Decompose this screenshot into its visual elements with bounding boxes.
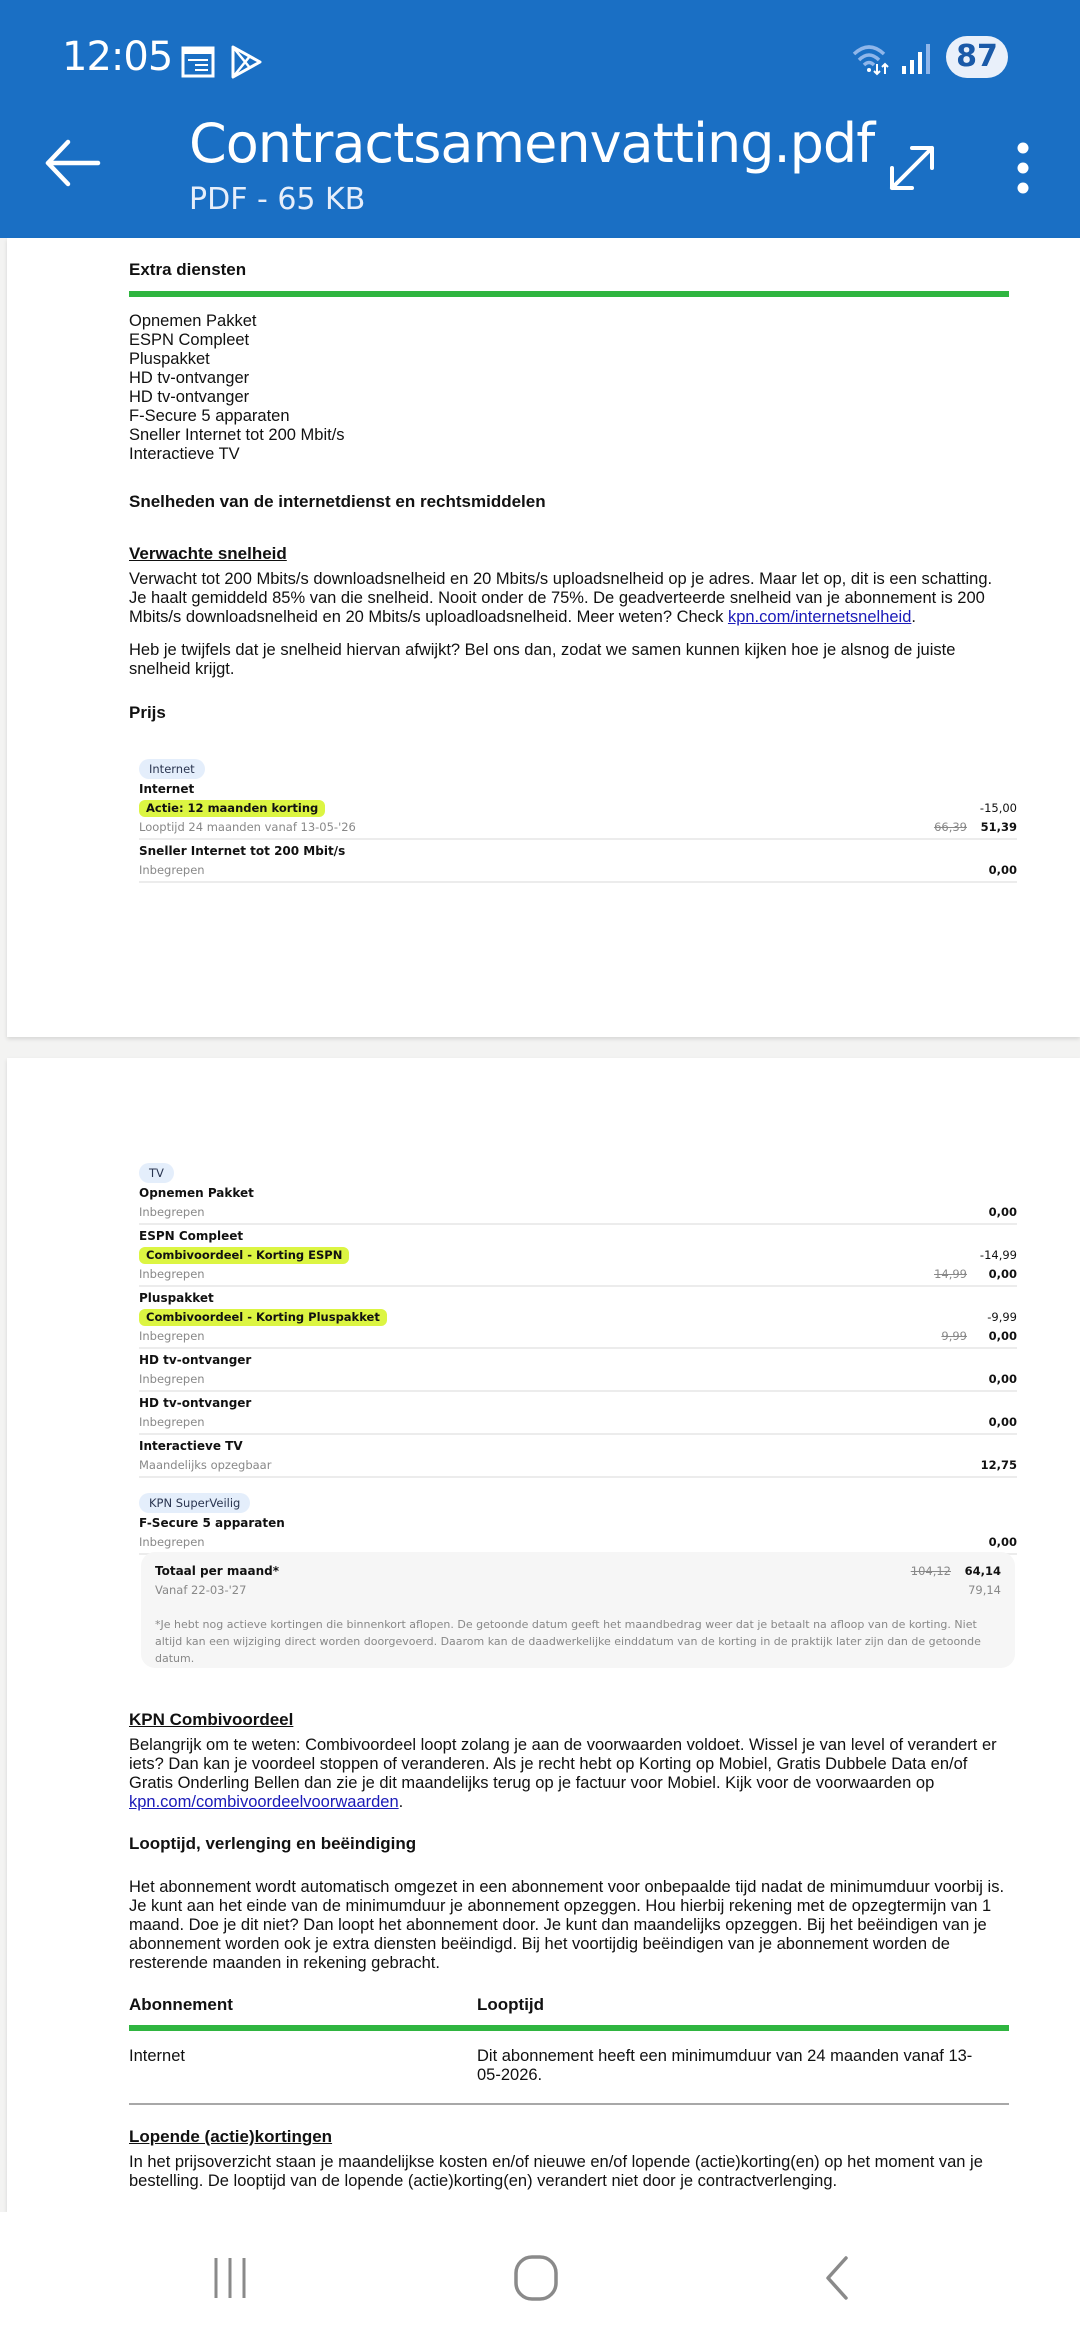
verwachte-snelheid-text	[129, 570, 1009, 627]
item-name: Opnemen Pakket	[139, 1186, 254, 1200]
row-divider	[139, 1285, 1017, 1287]
price: 0,00	[988, 863, 1017, 877]
item-name: HD tv-ontvanger	[139, 1353, 252, 1367]
internet-name: Internet	[139, 782, 195, 796]
promo-badge: Actie: 12 maanden korting	[139, 800, 325, 817]
calendar-icon	[180, 44, 216, 78]
sub-text: Inbegrepen	[139, 863, 205, 877]
list-item: Sneller Internet tot 200 Mbit/s	[129, 426, 345, 444]
recent-apps-icon[interactable]	[212, 2256, 252, 2300]
lopende-text: In het prijsoverzicht staan je maandelijkse kosten en/of nieuwe en/of lopende (actie)korting(en) op het moment van je bestelling. De looptijd van de lopende (actie)korting(en) verandert niet door je contractverlenging.	[129, 2153, 983, 2190]
price: 0,00	[988, 1205, 1017, 1219]
green-divider	[129, 291, 1009, 297]
price: 0,00	[988, 1415, 1017, 1429]
row-divider	[139, 1433, 1017, 1435]
price-row	[139, 1203, 1017, 1222]
pdf-page-2[interactable]	[7, 1058, 1080, 2212]
list-item: HD tv-ontvanger	[129, 388, 250, 406]
navigation-bar	[0, 2212, 1080, 2340]
abonnement-table	[129, 1995, 1009, 2105]
price-row	[139, 1456, 1017, 1475]
total-row	[155, 1562, 1001, 1581]
price: 51,39	[980, 820, 1017, 834]
app-bar	[0, 0, 1080, 238]
sub-text: Inbegrepen	[139, 1535, 205, 1549]
item-name: Pluspakket	[139, 1291, 214, 1305]
promo-amount: -14,99	[979, 1248, 1017, 1262]
play-store-icon	[228, 44, 264, 80]
term-text: Looptijd 24 maanden vanaf 13-05-'26	[139, 820, 356, 834]
promo-badge: Combivoordeel - Korting ESPN	[139, 1247, 349, 1264]
combivoordeel-text	[129, 1736, 1009, 1812]
sub-text: Inbegrepen	[139, 1372, 205, 1386]
combivoordeel-heading: KPN Combivoordeel	[129, 1710, 294, 1729]
back-icon[interactable]	[822, 2256, 852, 2300]
period: .	[911, 608, 916, 626]
sub-text: Inbegrepen	[139, 1415, 205, 1429]
price-row	[139, 1413, 1017, 1432]
internet-promo-row	[139, 799, 1017, 818]
combivoordeel-section	[129, 1710, 1009, 2191]
promo-amount: -15,00	[979, 801, 1017, 815]
tv-price-block	[139, 1162, 1017, 1557]
document-subtitle: PDF - 65 KB	[189, 182, 366, 217]
internetsnelheid-link[interactable]: kpn.com/internetsnelheid	[727, 608, 912, 626]
row-divider	[139, 1476, 1017, 1478]
promo-amount: -9,99	[987, 1310, 1017, 1324]
price-row	[139, 1370, 1017, 1389]
item-name: HD tv-ontvanger	[139, 1396, 252, 1410]
table-header	[129, 1995, 1009, 2015]
signal-icon	[900, 42, 934, 76]
row-divider	[129, 2103, 1009, 2105]
more-vert-icon[interactable]	[1008, 140, 1038, 196]
sub-text: Maandelijks opzegbaar	[139, 1458, 272, 1472]
price-row	[139, 1265, 1017, 1284]
verwachte-snelheid-heading: Verwachte snelheid	[129, 544, 287, 563]
extra-diensten-heading: Extra diensten	[129, 260, 247, 279]
price: 12,75	[980, 1458, 1017, 1472]
row-divider	[139, 1390, 1017, 1392]
row-divider	[139, 838, 1017, 840]
column-header: Looptijd	[477, 1995, 545, 2014]
snelheden-section	[129, 492, 1009, 723]
sub-text: Inbegrepen	[139, 1205, 205, 1219]
promo-row	[139, 1246, 1017, 1265]
price: 0,00	[988, 1267, 1017, 1281]
expand-icon[interactable]	[884, 140, 940, 196]
list-item: Pluspakket	[129, 350, 210, 368]
extra-diensten-section	[129, 260, 1009, 464]
list-item: Interactieve TV	[129, 445, 240, 463]
home-icon[interactable]	[512, 2254, 560, 2302]
item-name: ESPN Compleet	[139, 1229, 244, 1243]
table-row	[129, 2047, 1009, 2103]
price: 0,00	[988, 1329, 1017, 1343]
tv-chip: TV	[139, 1163, 174, 1183]
lopende-heading: Lopende (actie)kortingen	[129, 2127, 333, 2146]
internet-term-row	[139, 818, 1017, 837]
row-divider	[139, 1223, 1017, 1225]
snelheden-heading: Snelheden van de internetdienst en rechtsmiddelen	[129, 492, 546, 511]
looptijd-heading: Looptijd, verlenging en beëindiging	[129, 1834, 417, 1853]
sneller-internet-name: Sneller Internet tot 200 Mbit/s	[139, 844, 346, 858]
old-price: 9,99	[941, 1329, 967, 1343]
item-name: Interactieve TV	[139, 1439, 243, 1453]
row-divider	[139, 1347, 1017, 1349]
internet-chip: Internet	[139, 759, 205, 779]
pdf-page-1[interactable]	[7, 238, 1080, 1037]
price: 0,00	[988, 1372, 1017, 1386]
row-divider	[139, 881, 1017, 883]
list-item: HD tv-ontvanger	[129, 369, 250, 387]
promo-badge: Combivoordeel - Korting Pluspakket	[139, 1309, 387, 1326]
wifi-icon	[852, 42, 892, 76]
total-footnote: *Je hebt nog actieve kortingen die binnenkort aflopen. De getoonde datum geeft het maandbedrag weer dat je betaalt na afloop van de korting. Niet altijd kan een wijziging direct worden doorgevoerd. Daarom kan de daadwerkelijke einddatum van de korting in de praktijk later zijn dan de getoonde datum.	[155, 1618, 981, 1665]
sub-text: Inbegrepen	[139, 1267, 205, 1281]
old-price: 66,39	[934, 820, 967, 834]
document-title: Contractsamenvatting.pdf	[189, 112, 875, 175]
price-row	[139, 1327, 1017, 1346]
looptijd-text: Het abonnement wordt automatisch omgezet in een abonnement voor onbepaalde tijd nadat de minimumduur voorbij is. Je kunt aan het einde van de minimumduur je abonnement opzeggen. Hou hierbij rekening met de opzegtermijn van 1 maand. Doe je dit niet? Dan loopt het abonnement door. Je kunt dan maandelijks opzeggen. Bij het beëindigen van je abonnement worden ook je extra diensten beëindigd. Bij het voortijdig beëindigen van je abonnement worden de resterende maanden in rekening gebracht.	[129, 1878, 1005, 1972]
combivoordeel-link[interactable]: kpn.com/combivoordeelvoorwaarden	[129, 1793, 399, 1811]
from-price: 79,14	[968, 1583, 1001, 1597]
period: .	[398, 1793, 404, 1811]
internet-price-block	[139, 758, 1017, 885]
price-row	[139, 1533, 1017, 1552]
green-divider	[129, 2025, 1009, 2031]
column-header: Abonnement	[129, 1995, 233, 2014]
item-name: F-Secure 5 apparaten	[139, 1516, 285, 1530]
extra-diensten-list	[129, 312, 1009, 464]
battery-icon: 87	[946, 36, 1008, 78]
total-box	[141, 1552, 1015, 1668]
old-price: 14,99	[934, 1267, 967, 1281]
paragraph-text: Belangrijk om te weten: Combivoordeel loopt zolang je aan de voorwaarden voldoet. Wissel je van level of verandert er iets? Dan kan je voordeel stoppen of veranderen. Als je recht hebt op Korting op Mobiel, Gratis Dubbele Data en/of Gratis Onderling Bellen dan zie je dit maandelijks terug op je factuur voor Mobiel. Kijk voor de voorwaarden op	[129, 1736, 997, 1792]
total-from-row	[155, 1581, 1001, 1600]
total-price: 64,14	[964, 1564, 1001, 1578]
status-time: 12:05	[62, 34, 173, 80]
prijs-heading: Prijs	[129, 703, 166, 722]
total-label: Totaal per maand*	[155, 1564, 279, 1578]
sub-text: Inbegrepen	[139, 1329, 205, 1343]
total-old-price: 104,12	[910, 1564, 951, 1578]
table-cell: Dit abonnement heeft een minimumduur van 24 maanden vanaf 13-05-2026.	[477, 2047, 973, 2084]
twijfels-text: Heb je twijfels dat je snelheid hiervan afwijkt? Bel ons dan, zodat we samen kunnen kijken hoe je alsnog de juiste snelheid krijgt.	[129, 641, 956, 678]
list-item: Opnemen Pakket	[129, 312, 257, 330]
from-label: Vanaf 22-03-'27	[155, 1583, 247, 1597]
sneller-internet-row	[139, 861, 1017, 880]
superveilig-chip: KPN SuperVeilig	[139, 1493, 250, 1513]
list-item: ESPN Compleet	[129, 331, 250, 349]
promo-row	[139, 1308, 1017, 1327]
back-arrow-icon[interactable]	[44, 138, 104, 188]
paragraph-text: Verwacht tot 200 Mbits/s downloadsnelheid en 20 Mbits/s uploadsnelheid op je adres. Maar let op, dit is een schatting. Je haalt gemiddeld 85% van die snelheid. Nooit onder de 75%. De geadverteerde snelheid van je abonnement is 200 Mbits/s downloadsnelheid en 20 Mbits/s uploadloadsnelheid. Meer weten? Check	[129, 570, 993, 626]
table-cell: Internet	[129, 2047, 185, 2065]
list-item: F-Secure 5 apparaten	[129, 407, 290, 425]
price: 0,00	[988, 1535, 1017, 1549]
